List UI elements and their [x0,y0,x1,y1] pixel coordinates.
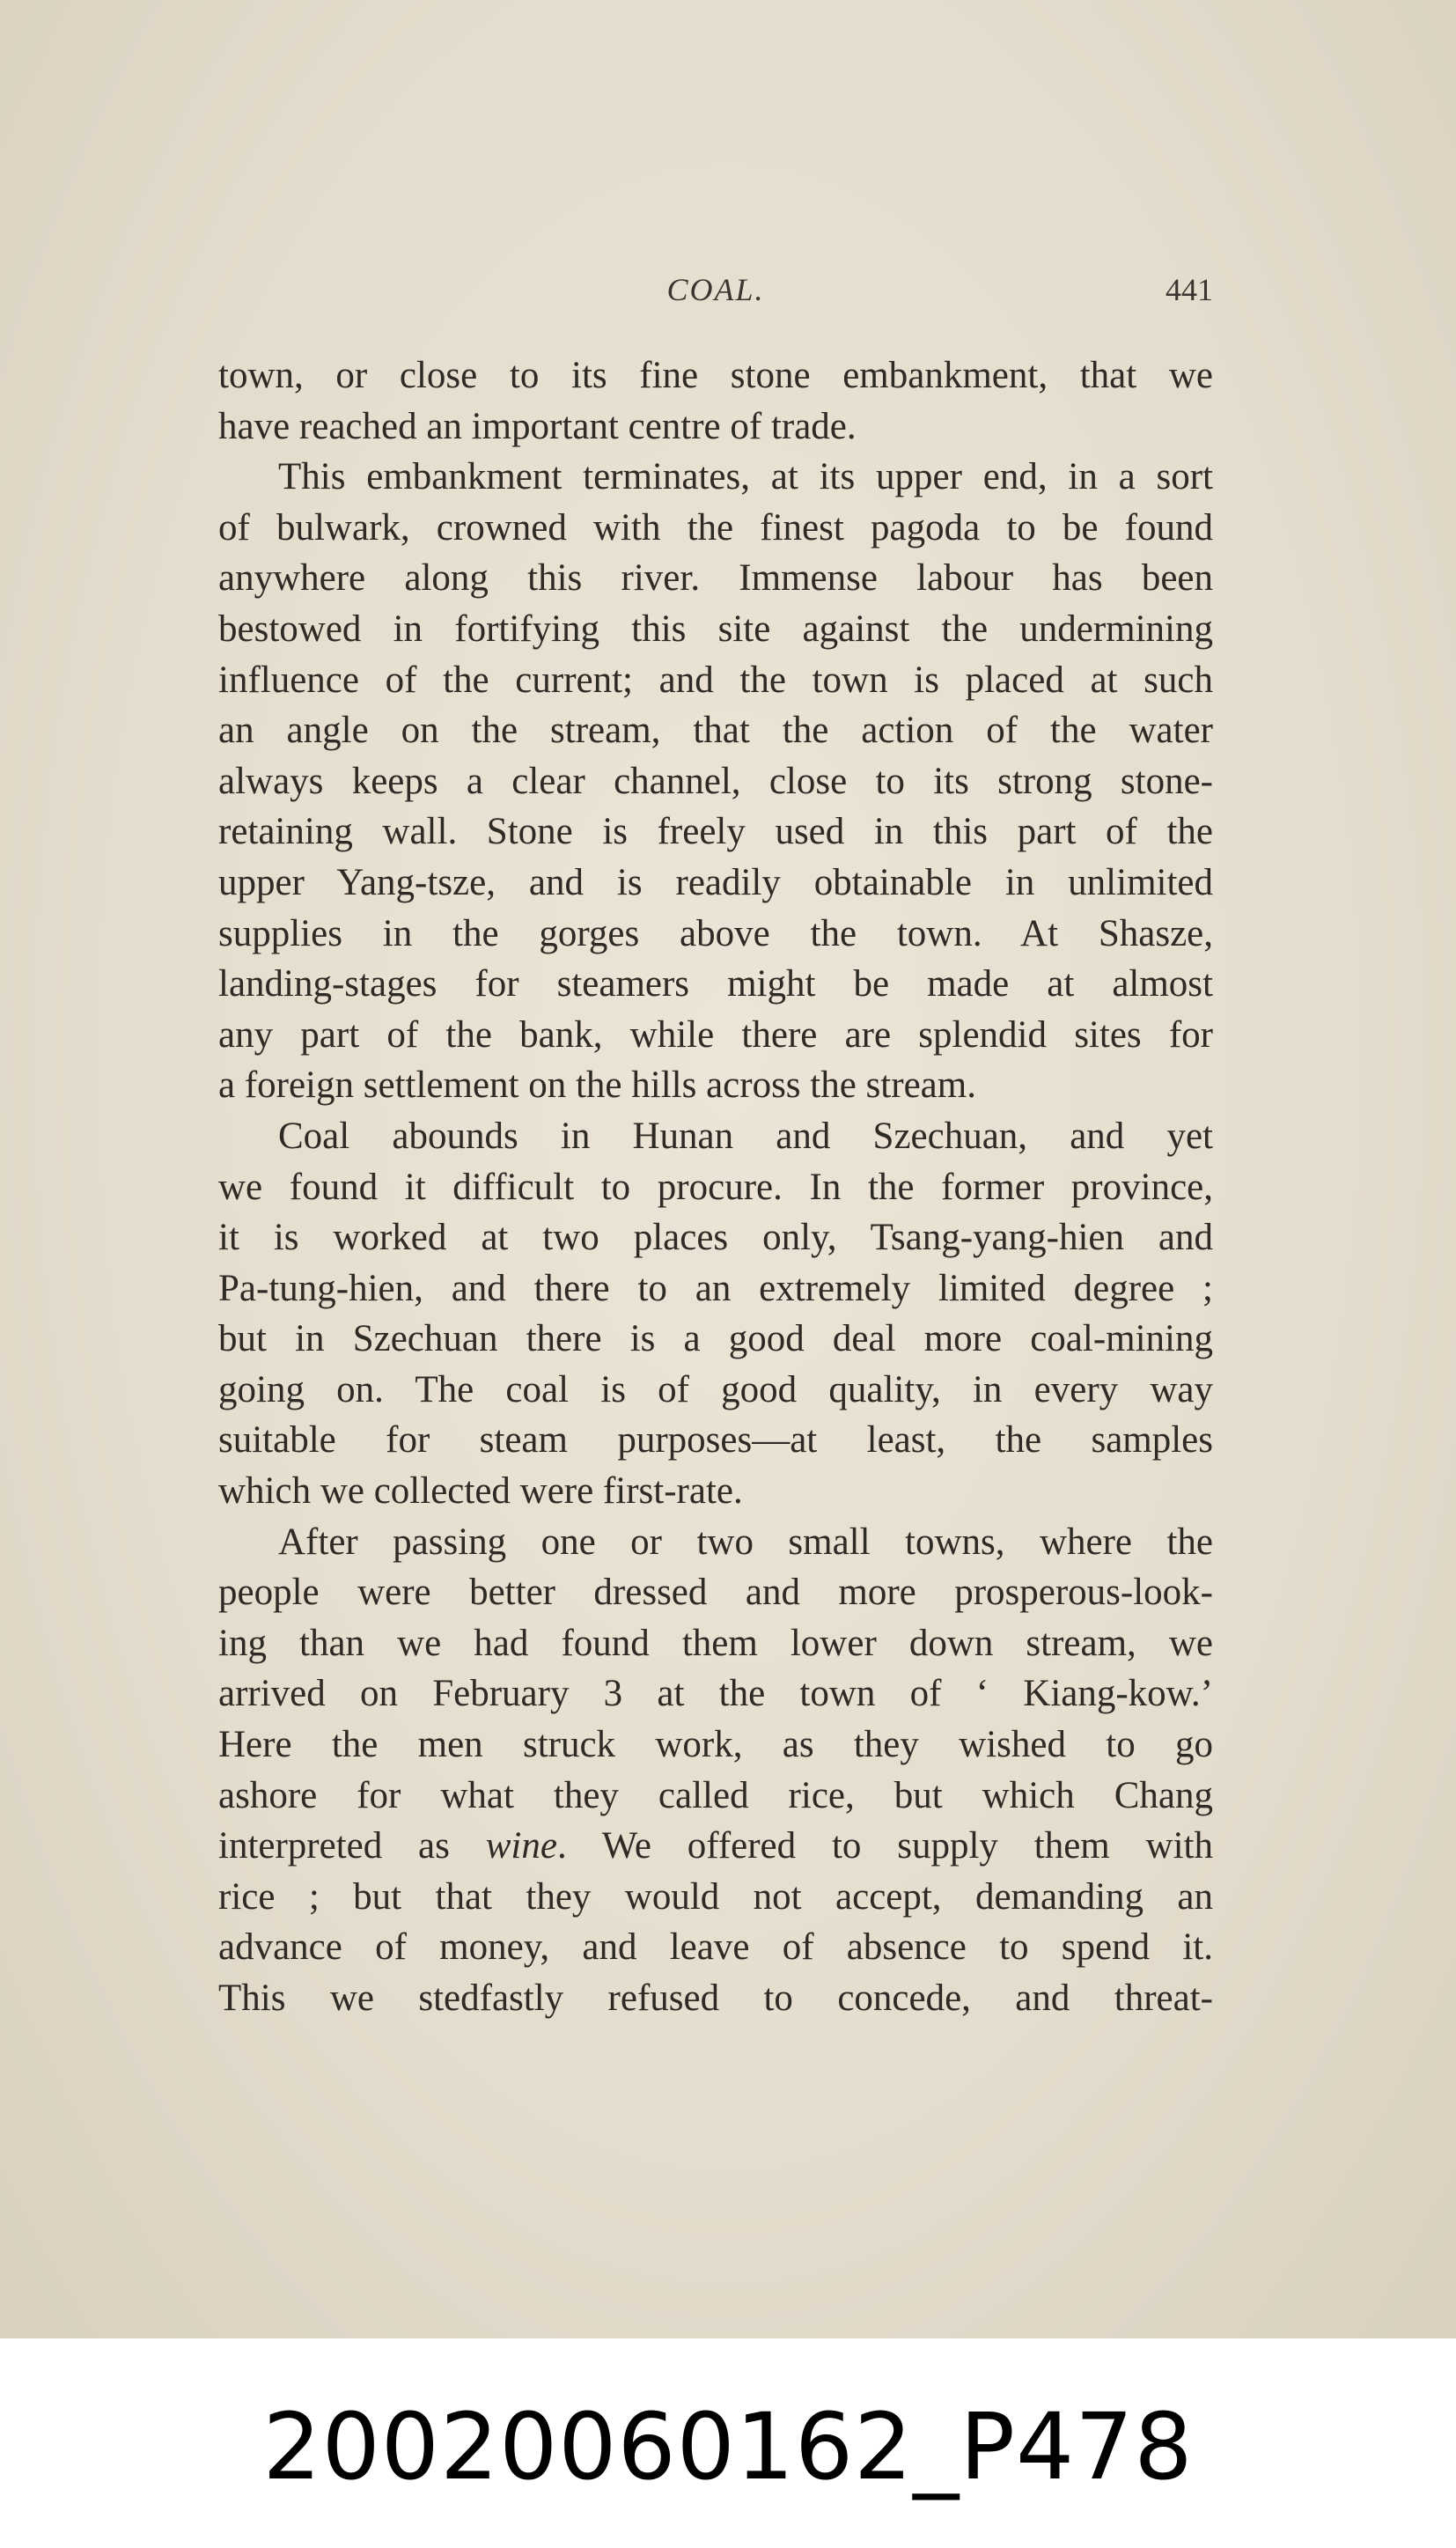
text-line: supplies in the gorges above the town. At Shasze, [218,912,1213,954]
text-line: going on. The coal is of good quality, in every way [218,1368,1213,1410]
italic-word: wine [485,1825,557,1867]
text-line: rice ; but that they would not accept, demanding an [218,1875,1213,1918]
text-line: we found it difficult to procure. In the former province, [218,1166,1213,1208]
text-line: influence of the current; and the town is placed at such [218,659,1213,701]
running-head [218,271,1213,315]
text-line: Coal abounds in Hunan and Szechuan, and yet [278,1115,1213,1157]
text-line: have reached an important centre of trade. [218,405,857,447]
body-text [218,350,1213,2024]
text-line: ashore for what they called rice, but which Chang [218,1774,1213,1816]
image-id-caption: 20020060162_P478 [262,2393,1194,2500]
page-number: 441 [1166,272,1213,307]
text-line: After passing one or two small towns, where the [278,1521,1213,1563]
text-line: interpreted as wine. We offered to supply them with [218,1825,1213,1867]
text-line: but in Szechuan there is a good deal more coal-mining [218,1318,1213,1360]
text-line: any part of the bank, while there are splendid sites for [218,1013,1213,1056]
text-line: town, or close to its fine stone embankment, that we [218,355,1213,396]
text-line: arrived on February 3 at the town of ‘ Kiang-kow.’ [218,1673,1213,1715]
text-line: suitable for steam purposes—at least, the samples [218,1419,1213,1462]
text-line: Here the men struck work, as they wished to go [218,1724,1213,1766]
text-line: anywhere along this river. Immense labour has been [218,557,1213,600]
text-line: which we collected were first-rate. [218,1470,743,1513]
text-line: people were better dressed and more prosperous-look- [218,1572,1213,1614]
text-line: This embankment terminates, at its upper end, in a sort [278,456,1213,498]
text-line: Pa-tung-hien, and there to an extremely limited degree ; [218,1267,1213,1309]
text-line: an angle on the stream, that the action of the water [218,710,1213,752]
text-line: advance of money, and leave of absence to spend it. [218,1926,1213,1969]
text-line: of bulwark, crowned with the finest pagoda to be found [218,506,1213,549]
running-title: COAL. [666,272,765,307]
text-line: This we stedfastly refused to concede, and threat- [218,1977,1213,2019]
text-line: bestowed in fortifying this site against the undermining [218,608,1213,650]
text-line: ing than we had found them lower down stream, we [218,1622,1213,1664]
text-line: it is worked at two places only, Tsang-yang-hien and [218,1217,1213,1259]
text-line: landing-stages for steamers might be made at almost [218,963,1213,1005]
text-line: upper Yang-tsze, and is readily obtainable in unlimited [218,861,1213,903]
text-line: retaining wall. Stone is freely used in this part of the [218,811,1213,853]
text-line: always keeps a clear channel, close to its strong stone- [218,760,1213,802]
text-line: a foreign settlement on the hills across the stream. [218,1064,976,1107]
